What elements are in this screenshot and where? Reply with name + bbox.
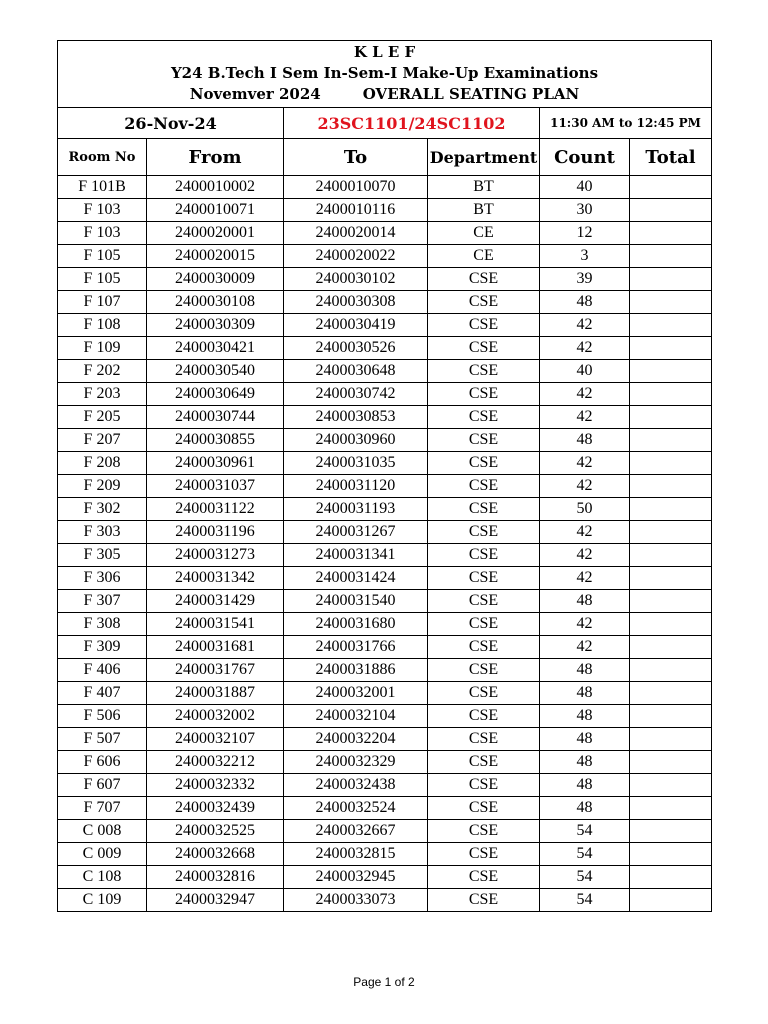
department-cell: BT bbox=[428, 199, 540, 222]
department-cell: CSE bbox=[428, 613, 540, 636]
title-block bbox=[58, 41, 712, 108]
room-cell: C 108 bbox=[58, 866, 147, 889]
total-cell bbox=[630, 429, 712, 452]
to-cell: 2400030960 bbox=[284, 429, 428, 452]
room-cell: F 406 bbox=[58, 659, 147, 682]
to-cell: 2400030526 bbox=[284, 337, 428, 360]
from-cell: 2400030108 bbox=[147, 291, 284, 314]
room-cell: F 306 bbox=[58, 567, 147, 590]
room-cell: C 009 bbox=[58, 843, 147, 866]
count-cell: 42 bbox=[540, 383, 630, 406]
to-cell: 2400030308 bbox=[284, 291, 428, 314]
count-cell: 54 bbox=[540, 820, 630, 843]
to-cell: 2400032945 bbox=[284, 866, 428, 889]
count-cell: 48 bbox=[540, 751, 630, 774]
to-cell: 2400020022 bbox=[284, 245, 428, 268]
column-header-to: To bbox=[284, 139, 428, 176]
table-row bbox=[58, 314, 712, 337]
table-row bbox=[58, 728, 712, 751]
table-row bbox=[58, 291, 712, 314]
count-cell: 48 bbox=[540, 728, 630, 751]
count-cell: 40 bbox=[540, 360, 630, 383]
to-cell: 2400031341 bbox=[284, 544, 428, 567]
page-number: Page 1 of 2 bbox=[353, 975, 415, 989]
to-cell: 2400032329 bbox=[284, 751, 428, 774]
room-cell: F 303 bbox=[58, 521, 147, 544]
table-row bbox=[58, 774, 712, 797]
to-cell: 2400030102 bbox=[284, 268, 428, 291]
total-cell bbox=[630, 521, 712, 544]
department-cell: CSE bbox=[428, 544, 540, 567]
department-cell: CSE bbox=[428, 843, 540, 866]
department-cell: CE bbox=[428, 222, 540, 245]
from-cell: 2400031767 bbox=[147, 659, 284, 682]
from-cell: 2400030649 bbox=[147, 383, 284, 406]
table-row bbox=[58, 245, 712, 268]
department-cell: CSE bbox=[428, 751, 540, 774]
to-cell: 2400031120 bbox=[284, 475, 428, 498]
from-cell: 2400030961 bbox=[147, 452, 284, 475]
to-cell: 2400031267 bbox=[284, 521, 428, 544]
room-cell: F 103 bbox=[58, 222, 147, 245]
from-cell: 2400031342 bbox=[147, 567, 284, 590]
count-cell: 42 bbox=[540, 314, 630, 337]
table-row bbox=[58, 705, 712, 728]
table-row bbox=[58, 797, 712, 820]
from-cell: 2400030009 bbox=[147, 268, 284, 291]
total-cell bbox=[630, 774, 712, 797]
department-cell: CSE bbox=[428, 475, 540, 498]
table-row bbox=[58, 429, 712, 452]
column-header-department: Department bbox=[428, 139, 540, 176]
department-cell: CSE bbox=[428, 728, 540, 751]
room-cell: F 101B bbox=[58, 176, 147, 199]
exam-date: 26-Nov-24 bbox=[58, 108, 284, 139]
from-cell: 2400030744 bbox=[147, 406, 284, 429]
from-cell: 2400031429 bbox=[147, 590, 284, 613]
to-cell: 2400032524 bbox=[284, 797, 428, 820]
to-cell: 2400032438 bbox=[284, 774, 428, 797]
department-cell: CSE bbox=[428, 360, 540, 383]
total-cell bbox=[630, 728, 712, 751]
total-cell bbox=[630, 866, 712, 889]
to-cell: 2400032667 bbox=[284, 820, 428, 843]
count-cell: 39 bbox=[540, 268, 630, 291]
total-cell bbox=[630, 337, 712, 360]
total-cell bbox=[630, 176, 712, 199]
total-cell bbox=[630, 636, 712, 659]
room-cell: C 109 bbox=[58, 889, 147, 912]
table-row bbox=[58, 544, 712, 567]
room-cell: F 205 bbox=[58, 406, 147, 429]
department-cell: CSE bbox=[428, 268, 540, 291]
seating-plan-sheet bbox=[57, 40, 711, 912]
total-cell bbox=[630, 314, 712, 337]
room-cell: F 202 bbox=[58, 360, 147, 383]
department-cell: CSE bbox=[428, 291, 540, 314]
table-row bbox=[58, 199, 712, 222]
count-cell: 54 bbox=[540, 866, 630, 889]
department-cell: CSE bbox=[428, 337, 540, 360]
room-cell: F 108 bbox=[58, 314, 147, 337]
table-row bbox=[58, 475, 712, 498]
count-cell: 42 bbox=[540, 567, 630, 590]
to-cell: 2400032815 bbox=[284, 843, 428, 866]
from-cell: 2400010071 bbox=[147, 199, 284, 222]
total-cell bbox=[630, 751, 712, 774]
title-row bbox=[58, 41, 712, 108]
department-cell: CSE bbox=[428, 705, 540, 728]
total-cell bbox=[630, 682, 712, 705]
table-row bbox=[58, 406, 712, 429]
from-cell: 2400031196 bbox=[147, 521, 284, 544]
count-cell: 3 bbox=[540, 245, 630, 268]
from-cell: 2400031681 bbox=[147, 636, 284, 659]
room-cell: F 606 bbox=[58, 751, 147, 774]
department-cell: CSE bbox=[428, 820, 540, 843]
room-cell: F 107 bbox=[58, 291, 147, 314]
table-row bbox=[58, 843, 712, 866]
total-cell bbox=[630, 567, 712, 590]
count-cell: 42 bbox=[540, 406, 630, 429]
department-cell: CSE bbox=[428, 636, 540, 659]
table-row bbox=[58, 268, 712, 291]
department-cell: CSE bbox=[428, 567, 540, 590]
to-cell: 2400020014 bbox=[284, 222, 428, 245]
to-cell: 2400031424 bbox=[284, 567, 428, 590]
count-cell: 42 bbox=[540, 544, 630, 567]
from-cell: 2400031273 bbox=[147, 544, 284, 567]
room-cell: F 105 bbox=[58, 268, 147, 291]
count-cell: 48 bbox=[540, 797, 630, 820]
from-cell: 2400032947 bbox=[147, 889, 284, 912]
count-cell: 48 bbox=[540, 590, 630, 613]
from-cell: 2400031122 bbox=[147, 498, 284, 521]
exam-title: Y24 B.Tech I Sem In-Sem-I Make-Up Examinations bbox=[170, 64, 599, 82]
department-cell: CSE bbox=[428, 659, 540, 682]
department-cell: CSE bbox=[428, 797, 540, 820]
table-row bbox=[58, 659, 712, 682]
exam-time: 11:30 AM to 12:45 PM bbox=[540, 108, 712, 139]
total-cell bbox=[630, 452, 712, 475]
to-cell: 2400032001 bbox=[284, 682, 428, 705]
department-cell: CSE bbox=[428, 866, 540, 889]
table-row bbox=[58, 866, 712, 889]
count-cell: 40 bbox=[540, 176, 630, 199]
from-cell: 2400030421 bbox=[147, 337, 284, 360]
table-row bbox=[58, 521, 712, 544]
column-header-room: Room No bbox=[58, 139, 147, 176]
from-cell: 2400020001 bbox=[147, 222, 284, 245]
total-cell bbox=[630, 383, 712, 406]
table-row bbox=[58, 222, 712, 245]
room-cell: F 707 bbox=[58, 797, 147, 820]
total-cell bbox=[630, 613, 712, 636]
count-cell: 42 bbox=[540, 452, 630, 475]
total-cell bbox=[630, 475, 712, 498]
column-header-count: Count bbox=[540, 139, 630, 176]
count-cell: 42 bbox=[540, 337, 630, 360]
room-cell: F 507 bbox=[58, 728, 147, 751]
department-cell: CSE bbox=[428, 774, 540, 797]
total-cell bbox=[630, 268, 712, 291]
table-row bbox=[58, 360, 712, 383]
room-cell: F 207 bbox=[58, 429, 147, 452]
table-row bbox=[58, 176, 712, 199]
room-cell: F 302 bbox=[58, 498, 147, 521]
count-cell: 12 bbox=[540, 222, 630, 245]
room-cell: F 407 bbox=[58, 682, 147, 705]
org-name: K L E F bbox=[353, 43, 416, 61]
total-cell bbox=[630, 843, 712, 866]
count-cell: 54 bbox=[540, 843, 630, 866]
room-cell: F 208 bbox=[58, 452, 147, 475]
table-row bbox=[58, 820, 712, 843]
table-row bbox=[58, 889, 712, 912]
department-cell: BT bbox=[428, 176, 540, 199]
to-cell: 2400031886 bbox=[284, 659, 428, 682]
to-cell: 2400010070 bbox=[284, 176, 428, 199]
total-cell bbox=[630, 360, 712, 383]
count-cell: 50 bbox=[540, 498, 630, 521]
room-cell: F 309 bbox=[58, 636, 147, 659]
department-cell: CSE bbox=[428, 314, 540, 337]
total-cell bbox=[630, 590, 712, 613]
table-row bbox=[58, 682, 712, 705]
total-cell bbox=[630, 245, 712, 268]
table-row bbox=[58, 590, 712, 613]
total-cell bbox=[630, 222, 712, 245]
room-cell: F 105 bbox=[58, 245, 147, 268]
from-cell: 2400032439 bbox=[147, 797, 284, 820]
department-cell: CE bbox=[428, 245, 540, 268]
to-cell: 2400032204 bbox=[284, 728, 428, 751]
to-cell: 2400030742 bbox=[284, 383, 428, 406]
department-cell: CSE bbox=[428, 498, 540, 521]
table-row bbox=[58, 636, 712, 659]
department-cell: CSE bbox=[428, 452, 540, 475]
count-cell: 42 bbox=[540, 475, 630, 498]
column-header-from: From bbox=[147, 139, 284, 176]
count-cell: 48 bbox=[540, 682, 630, 705]
from-cell: 2400030309 bbox=[147, 314, 284, 337]
total-cell bbox=[630, 889, 712, 912]
total-cell bbox=[630, 659, 712, 682]
from-cell: 2400032525 bbox=[147, 820, 284, 843]
room-cell: F 109 bbox=[58, 337, 147, 360]
count-cell: 48 bbox=[540, 705, 630, 728]
from-cell: 2400032668 bbox=[147, 843, 284, 866]
room-cell: C 008 bbox=[58, 820, 147, 843]
department-cell: CSE bbox=[428, 521, 540, 544]
to-cell: 2400031680 bbox=[284, 613, 428, 636]
table-row bbox=[58, 452, 712, 475]
exam-month: Novemver 2024 bbox=[189, 85, 321, 103]
to-cell: 2400031193 bbox=[284, 498, 428, 521]
from-cell: 2400030855 bbox=[147, 429, 284, 452]
count-cell: 48 bbox=[540, 291, 630, 314]
from-cell: 2400031541 bbox=[147, 613, 284, 636]
title-subline bbox=[58, 84, 711, 105]
total-cell bbox=[630, 544, 712, 567]
column-header-total: Total bbox=[630, 139, 712, 176]
total-cell bbox=[630, 291, 712, 314]
department-cell: CSE bbox=[428, 383, 540, 406]
room-cell: F 305 bbox=[58, 544, 147, 567]
info-row bbox=[58, 108, 712, 139]
course-codes: 23SC1101/24SC1102 bbox=[284, 108, 540, 139]
department-cell: CSE bbox=[428, 590, 540, 613]
total-cell bbox=[630, 199, 712, 222]
from-cell: 2400010002 bbox=[147, 176, 284, 199]
table-row bbox=[58, 383, 712, 406]
count-cell: 30 bbox=[540, 199, 630, 222]
room-cell: F 307 bbox=[58, 590, 147, 613]
table-row bbox=[58, 498, 712, 521]
room-cell: F 203 bbox=[58, 383, 147, 406]
total-cell bbox=[630, 705, 712, 728]
total-cell bbox=[630, 797, 712, 820]
table-row bbox=[58, 567, 712, 590]
table-body bbox=[58, 176, 712, 912]
from-cell: 2400032816 bbox=[147, 866, 284, 889]
count-cell: 54 bbox=[540, 889, 630, 912]
from-cell: 2400020015 bbox=[147, 245, 284, 268]
room-cell: F 607 bbox=[58, 774, 147, 797]
count-cell: 42 bbox=[540, 613, 630, 636]
table-row bbox=[58, 751, 712, 774]
plan-title: OVERALL SEATING PLAN bbox=[362, 85, 580, 103]
total-cell bbox=[630, 498, 712, 521]
from-cell: 2400031887 bbox=[147, 682, 284, 705]
department-cell: CSE bbox=[428, 682, 540, 705]
seating-plan-table bbox=[57, 40, 712, 912]
to-cell: 2400031540 bbox=[284, 590, 428, 613]
from-cell: 2400030540 bbox=[147, 360, 284, 383]
room-cell: F 103 bbox=[58, 199, 147, 222]
from-cell: 2400032002 bbox=[147, 705, 284, 728]
to-cell: 2400030419 bbox=[284, 314, 428, 337]
count-cell: 42 bbox=[540, 636, 630, 659]
from-cell: 2400031037 bbox=[147, 475, 284, 498]
total-cell bbox=[630, 820, 712, 843]
department-cell: CSE bbox=[428, 889, 540, 912]
to-cell: 2400031766 bbox=[284, 636, 428, 659]
from-cell: 2400032212 bbox=[147, 751, 284, 774]
room-cell: F 506 bbox=[58, 705, 147, 728]
to-cell: 2400033073 bbox=[284, 889, 428, 912]
to-cell: 2400032104 bbox=[284, 705, 428, 728]
from-cell: 2400032107 bbox=[147, 728, 284, 751]
from-cell: 2400032332 bbox=[147, 774, 284, 797]
to-cell: 2400030853 bbox=[284, 406, 428, 429]
count-cell: 42 bbox=[540, 521, 630, 544]
table-row bbox=[58, 337, 712, 360]
room-cell: F 308 bbox=[58, 613, 147, 636]
table-row bbox=[58, 613, 712, 636]
count-cell: 48 bbox=[540, 429, 630, 452]
total-cell bbox=[630, 406, 712, 429]
room-cell: F 209 bbox=[58, 475, 147, 498]
to-cell: 2400010116 bbox=[284, 199, 428, 222]
count-cell: 48 bbox=[540, 659, 630, 682]
column-header-row bbox=[58, 139, 712, 176]
to-cell: 2400030648 bbox=[284, 360, 428, 383]
count-cell: 48 bbox=[540, 774, 630, 797]
department-cell: CSE bbox=[428, 406, 540, 429]
to-cell: 2400031035 bbox=[284, 452, 428, 475]
department-cell: CSE bbox=[428, 429, 540, 452]
